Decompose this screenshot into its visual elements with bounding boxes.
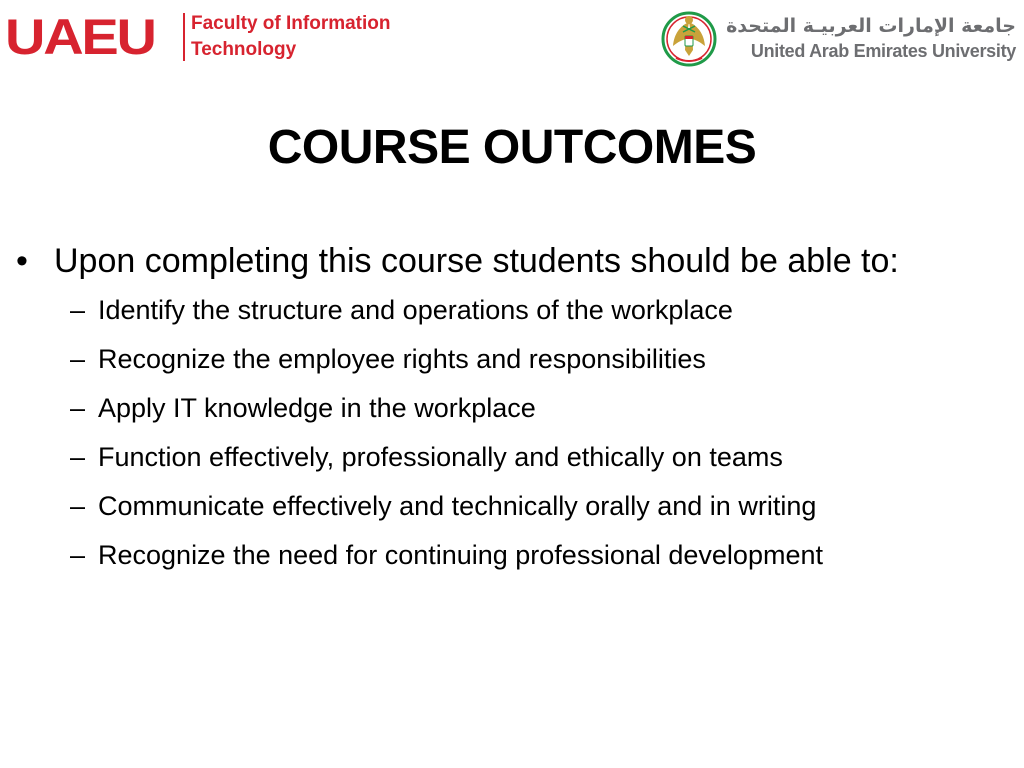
outcome-text: Recognize the need for continuing professional development: [98, 540, 823, 570]
dash-marker-icon: –: [70, 344, 86, 374]
outcomes-list: [16, 286, 1006, 580]
outcome-text: Function effectively, professionally and ethically on teams: [98, 442, 783, 472]
faculty-name: [191, 11, 391, 63]
university-name-english: United Arab Emirates University: [750, 41, 1016, 61]
outcome-item: [16, 531, 1006, 580]
university-name: [726, 13, 1016, 63]
outcome-item: [16, 335, 1006, 384]
dash-marker-icon: –: [70, 295, 86, 325]
slide-title: COURSE OUTCOMES: [267, 121, 757, 174]
uaeu-wordmark: UAEU: [5, 9, 155, 65]
intro-text: Upon completing this course students should be able to:: [54, 242, 899, 280]
outcome-item: [16, 482, 1006, 531]
faculty-name-line-1: Faculty of Information: [191, 13, 391, 34]
outcome-text: Communicate effectively and technically orally and in writing: [98, 491, 817, 521]
university-logo: [660, 6, 1016, 70]
outcome-item: [16, 433, 1006, 482]
slide-content: [16, 236, 1006, 580]
outcome-item: [16, 384, 1006, 433]
dash-marker-icon: –: [70, 491, 86, 521]
outcome-text: Recognize the employee rights and responsibilities: [98, 344, 706, 374]
outcome-item: [16, 286, 1006, 335]
outcome-text: Apply IT knowledge in the workplace: [98, 393, 536, 423]
dash-marker-icon: –: [70, 442, 86, 472]
dash-marker-icon: –: [70, 393, 86, 423]
dash-marker-icon: –: [70, 540, 86, 570]
intro-bullet: [16, 236, 1006, 286]
bullet-dot-icon: •: [16, 242, 28, 280]
outcome-text: Identify the structure and operations of the workplace: [98, 295, 733, 325]
university-name-arabic: جامعة الإمارات العربيـة المتحدة: [726, 15, 1016, 37]
faculty-logo: [5, 8, 391, 66]
faculty-name-line-2: Technology: [191, 39, 297, 60]
uaeu-falcon-emblem-icon: [660, 6, 718, 70]
